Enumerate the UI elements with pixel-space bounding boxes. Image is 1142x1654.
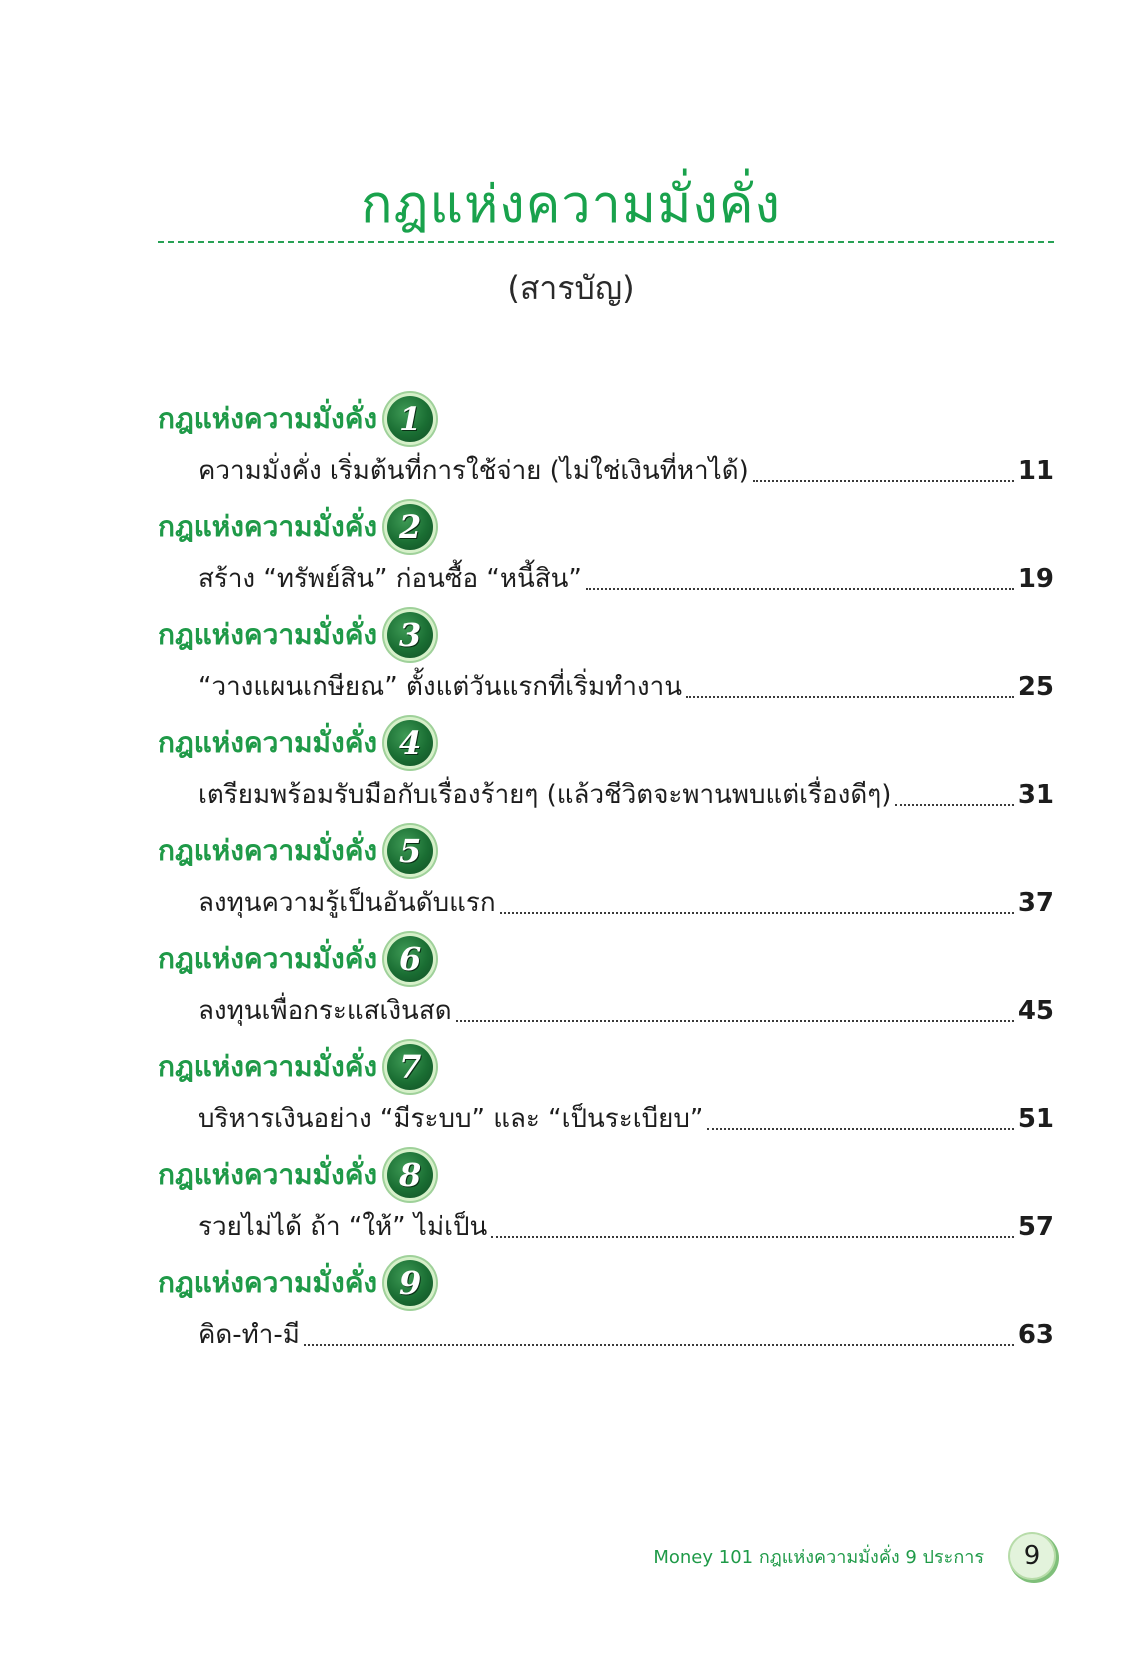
rule-number-badge	[387, 720, 433, 766]
toc-entry-title: เตรียมพร้อมรับมือกับเรื่องร้ายๆ (แล้วชีวิตจะพานพบแต่เรื่องดีๆ)	[198, 780, 892, 810]
rule-label: กฎแห่งความมั่งคั่ง	[158, 1158, 378, 1191]
dot-leader	[686, 696, 1014, 698]
toc-entry[interactable]	[198, 1095, 1054, 1139]
toc-section-1	[158, 395, 1054, 503]
toc-section-2	[158, 503, 1054, 611]
toc-entry-page: 19	[1017, 564, 1054, 594]
toc-entry-title: ลงทุนความรู้เป็นอันดับแรก	[198, 888, 496, 918]
title-divider	[158, 241, 1054, 243]
rule-heading	[158, 1043, 433, 1091]
page-number: 9	[1023, 1541, 1041, 1571]
rule-heading	[158, 719, 433, 767]
rule-heading	[158, 827, 433, 875]
toc-section-8	[158, 1151, 1054, 1259]
page-subtitle: (สารบัญ)	[507, 269, 635, 307]
footer-running-title: Money 101 กฎแห่งความมั่งคั่ง 9 ประการ	[653, 1546, 984, 1568]
toc-entry-page: 31	[1017, 780, 1054, 810]
rule-label: กฎแห่งความมั่งคั่ง	[158, 1050, 378, 1083]
dot-leader	[491, 1236, 1014, 1238]
toc-entry-page: 57	[1017, 1212, 1054, 1242]
toc-entry[interactable]	[198, 1311, 1054, 1355]
toc-entry[interactable]	[198, 663, 1054, 707]
rule-number-badge	[387, 504, 433, 550]
table-of-contents	[158, 395, 1054, 1367]
toc-entry[interactable]	[198, 1203, 1054, 1247]
rule-label: กฎแห่งความมั่งคั่ง	[158, 510, 378, 543]
rule-number: 3	[398, 616, 422, 654]
toc-entry-page: 11	[1017, 456, 1054, 486]
dot-leader	[895, 804, 1013, 806]
toc-entry-page: 45	[1017, 996, 1054, 1026]
dot-leader	[707, 1128, 1014, 1130]
rule-number: 1	[398, 400, 422, 438]
rule-heading	[158, 611, 433, 659]
rule-label: กฎแห่งความมั่งคั่ง	[158, 726, 378, 759]
toc-section-3	[158, 611, 1054, 719]
rule-heading	[158, 935, 433, 983]
rule-number-badge	[387, 612, 433, 658]
toc-entry-title: “วางแผนเกษียณ” ตั้งแต่วันแรกที่เริ่มทำงาน	[198, 672, 682, 702]
rule-number-badge	[387, 1044, 433, 1090]
toc-entry-page: 37	[1017, 888, 1054, 918]
rule-number: 4	[398, 724, 422, 762]
rule-heading	[158, 395, 433, 443]
rule-number: 7	[398, 1048, 422, 1086]
toc-section-6	[158, 935, 1054, 1043]
toc-entry-title: สร้าง “ทรัพย์สิน” ก่อนซื้อ “หนี้สิน”	[198, 564, 582, 594]
toc-entry-title: ความมั่งคั่ง เริ่มต้นที่การใช้จ่าย (ไม่ใช่เงินที่หาได้)	[198, 456, 749, 486]
toc-entry[interactable]	[198, 447, 1054, 491]
page-number-badge	[1010, 1534, 1054, 1578]
page-footer	[653, 1534, 1054, 1578]
dot-leader	[456, 1020, 1014, 1022]
toc-entry-page: 51	[1017, 1104, 1054, 1134]
rule-label: กฎแห่งความมั่งคั่ง	[158, 942, 378, 975]
dot-leader	[500, 912, 1014, 914]
dot-leader	[586, 588, 1014, 590]
rule-number-badge	[387, 1152, 433, 1198]
dot-leader	[304, 1344, 1014, 1346]
dot-leader	[753, 480, 1014, 482]
rule-label: กฎแห่งความมั่งคั่ง	[158, 1266, 378, 1299]
rule-number: 8	[398, 1156, 422, 1194]
toc-entry[interactable]	[198, 879, 1054, 923]
toc-entry-title: คิด-ทำ-มี	[198, 1320, 300, 1350]
toc-entry-title: ลงทุนเพื่อกระแสเงินสด	[198, 996, 452, 1026]
rule-number-badge	[387, 828, 433, 874]
toc-section-5	[158, 827, 1054, 935]
rule-label: กฎแห่งความมั่งคั่ง	[158, 834, 378, 867]
rule-label: กฎแห่งความมั่งคั่ง	[158, 402, 378, 435]
toc-entry[interactable]	[198, 555, 1054, 599]
toc-section-4	[158, 719, 1054, 827]
rule-label: กฎแห่งความมั่งคั่ง	[158, 618, 378, 651]
rule-number-badge	[387, 396, 433, 442]
toc-entry-title: บริหารเงินอย่าง “มีระบบ” และ “เป็นระเบียบ”	[198, 1104, 704, 1134]
toc-entry-title: รวยไม่ได้ ถ้า “ให้” ไม่เป็น	[198, 1212, 488, 1242]
rule-heading	[158, 1151, 433, 1199]
rule-number: 9	[398, 1264, 422, 1302]
toc-section-9	[158, 1259, 1054, 1367]
rule-number: 2	[398, 508, 422, 546]
toc-entry-page: 63	[1017, 1320, 1054, 1350]
rule-number: 5	[398, 832, 422, 870]
toc-entry[interactable]	[198, 987, 1054, 1031]
rule-heading	[158, 503, 433, 551]
rule-heading	[158, 1259, 433, 1307]
rule-number-badge	[387, 936, 433, 982]
toc-entry[interactable]	[198, 771, 1054, 815]
toc-section-7	[158, 1043, 1054, 1151]
page-title: กฎแห่งความมั่งคั่ง	[361, 175, 781, 235]
rule-number-badge	[387, 1260, 433, 1306]
toc-entry-page: 25	[1017, 672, 1054, 702]
rule-number: 6	[398, 940, 422, 978]
